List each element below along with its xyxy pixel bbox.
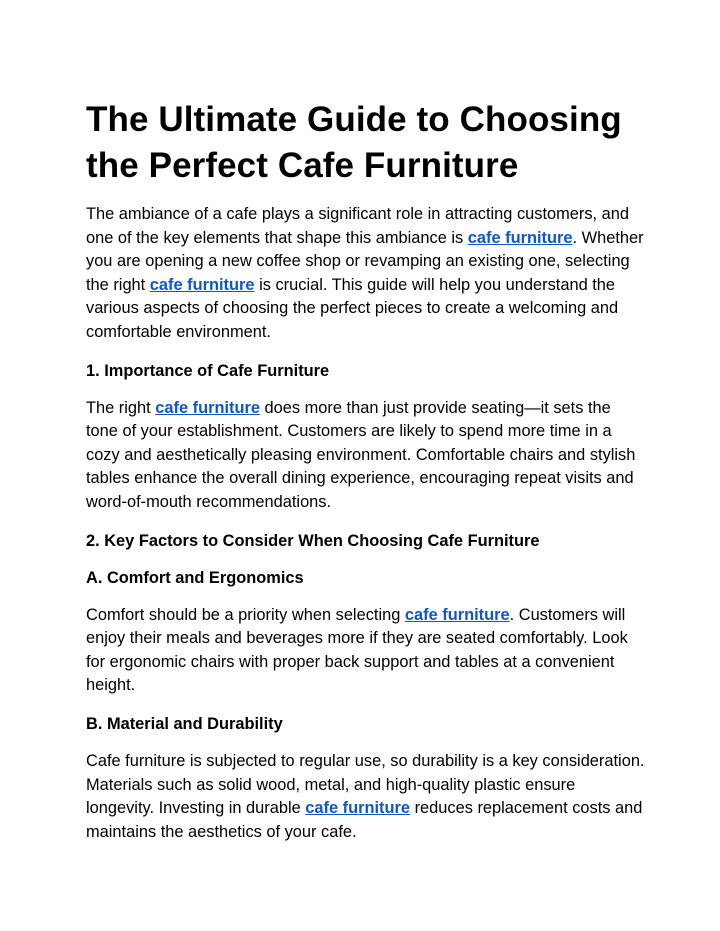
section-2a-paragraph [86, 604, 646, 698]
document-page [86, 97, 646, 859]
section-1-heading: 1. Importance of Cafe Furniture [86, 361, 330, 380]
section-2b-heading: B. Material and Durability [86, 714, 283, 733]
section-1-paragraph [86, 397, 646, 515]
section-2b-text-2: reduces replacement costs and maintains the aesthetics of your cafe. [86, 799, 643, 841]
section-2-heading: 2. Key Factors to Consider When Choosing Cafe Furniture [86, 531, 540, 550]
section-2a-text-2: . Customers will enjoy their meals and beverages more if they are seated comfortably. Look for ergonomic chairs with proper back support and tables at a convenient height. [86, 605, 628, 695]
section-1-text-1: The right [86, 398, 156, 417]
section-2a-text-1: Comfort should be a priority when selecting [86, 605, 405, 624]
intro-text-3: is crucial. This guide will help you understand the various aspects of choosing the perfect pieces to create a welcoming and comfortable environment. [86, 275, 619, 341]
cafe-furniture-link-1[interactable]: cafe furniture [467, 228, 573, 247]
intro-paragraph [86, 203, 646, 345]
cafe-furniture-link-3[interactable]: cafe furniture [155, 398, 260, 417]
page-title: The Ultimate Guide to Choosing the Perfect Cafe Furniture [86, 100, 622, 185]
cafe-furniture-link-2[interactable]: cafe furniture [149, 275, 255, 294]
section-1-text-2: does more than just provide seating—it sets the tone of your establishment. Customers are likely to spend more time in a cozy and aesthetically pleasing environment. Comfortable chairs and stylish tables enhance the overall dining experience, encouraging repeat visits and word-of-mouth recommendations. [86, 398, 636, 511]
section-2b-paragraph [86, 750, 646, 844]
cafe-furniture-link-4[interactable]: cafe furniture [404, 605, 510, 624]
section-2a-heading: A. Comfort and Ergonomics [86, 568, 304, 587]
cafe-furniture-link-5[interactable]: cafe furniture [305, 799, 411, 818]
section-2b-text-1: Cafe furniture is subjected to regular use, so durability is a key consideration. Materials such as solid wood, metal, and high-quality plastic ensure longevity. Investing in durable [86, 751, 645, 818]
intro-text-2: . Whether you are opening a new coffee shop or revamping an existing one, selecting the right [86, 228, 644, 294]
intro-text-1: The ambiance of a cafe plays a significant role in attracting customers, and one of the key elements that shape this ambiance is [86, 205, 629, 247]
